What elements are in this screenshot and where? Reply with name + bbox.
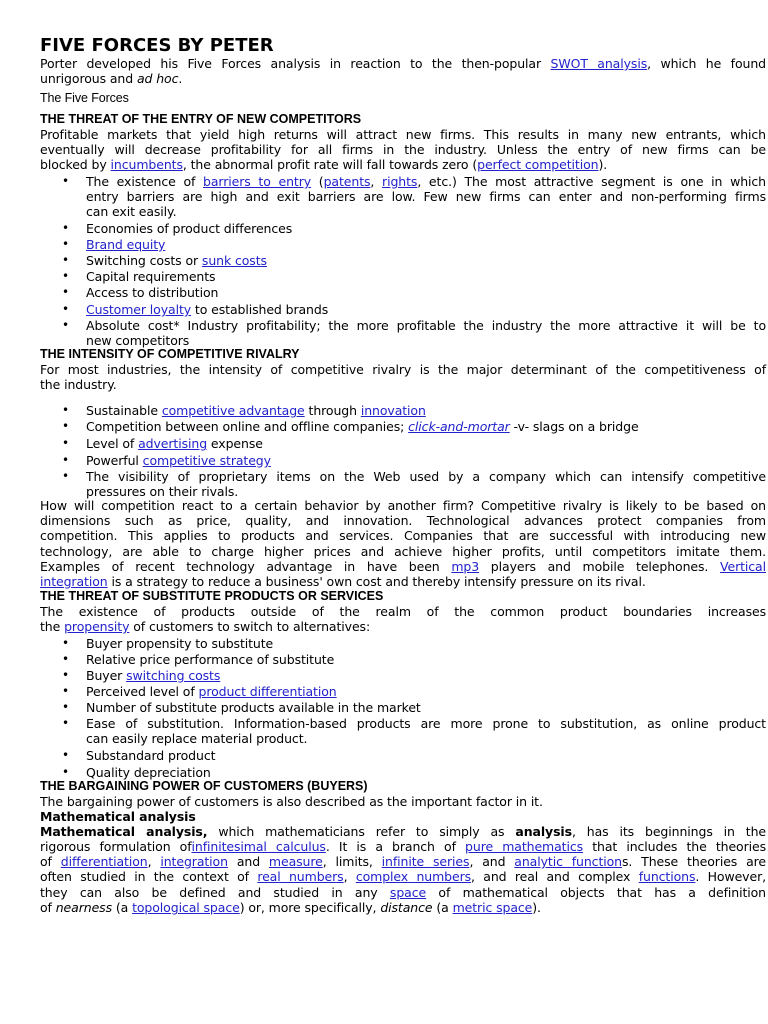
paragraph-line: The existence of products outside of the realm of the common product boundaries increases (40, 604, 766, 619)
bullet-glyph: • (62, 748, 70, 762)
text: , limits, (322, 854, 382, 869)
pure-mathematics-link[interactable]: pure mathematics (465, 839, 584, 854)
bullet-item (86, 436, 263, 451)
text: (a (432, 900, 453, 915)
section-heading-new-competitors: THE THREAT OF THE ENTRY OF NEW COMPETITORS (40, 112, 362, 126)
bullet-glyph: • (62, 318, 70, 332)
brand-equity-link[interactable]: Brand equity (86, 237, 166, 252)
text: that includes the theories (583, 839, 767, 854)
text: , and real and complex (471, 869, 639, 884)
section-heading-buyers: THE BARGAINING POWER OF CUSTOMERS (BUYERS) (40, 779, 368, 793)
bullet-glyph: • (62, 436, 70, 450)
text: players and mobile telephones. (479, 559, 720, 574)
bullet-glyph: • (62, 269, 70, 283)
paragraph-line (40, 157, 607, 172)
bullet-glyph: • (62, 174, 70, 188)
bullet-item: Relative price performance of substitute (86, 652, 335, 667)
text: , the abnormal profit rate will fall towards zero ( (182, 157, 478, 172)
bullet-glyph: • (62, 668, 70, 682)
bullet-item: Number of substitute products available in the market (86, 700, 421, 715)
text: ). (532, 900, 541, 915)
intro-text: Porter developed his Five Forces analysis in reaction to the then-popular (40, 56, 551, 71)
text: through (304, 403, 361, 418)
text: Level of (86, 436, 139, 451)
paragraph-line (40, 885, 766, 900)
bullet-glyph: • (62, 636, 70, 650)
bullet-line: can exit easily. (86, 204, 177, 219)
bullet-glyph: • (62, 700, 70, 714)
vertical-integration-link-cont[interactable]: integration (40, 574, 108, 589)
barriers-to-entry-link[interactable]: barriers to entry (203, 174, 312, 189)
text: Examples of recent technology advantage in have been (40, 559, 452, 574)
text: s. These theories are (622, 854, 766, 869)
analytic-function-link[interactable]: analytic function (514, 854, 623, 869)
paragraph-line (40, 824, 766, 839)
text: Switching costs or (86, 253, 202, 268)
text: . However, (695, 869, 766, 884)
paragraph-line: The bargaining power of customers is also described as the important factor in it. (40, 794, 543, 809)
bullet-item (86, 174, 766, 189)
click-and-mortar-link[interactable]: click-and-mortar (408, 419, 510, 434)
paragraph-line (40, 854, 766, 869)
swot-analysis-link[interactable]: SWOT analysis (550, 56, 648, 71)
intro-text: , which he found (647, 56, 766, 71)
text: blocked by (40, 157, 111, 172)
text: of (40, 900, 56, 915)
advertising-link[interactable]: advertising (138, 436, 208, 451)
bold-text: Mathematical analysis, (40, 824, 208, 839)
bullet-glyph: • (62, 221, 70, 235)
bullet-item: Economies of product differences (86, 221, 293, 236)
text: , etc.) The most attractive segment is one in which (417, 174, 766, 189)
bullet-item (86, 684, 337, 699)
bullet-item (86, 237, 165, 252)
bullet-item: Capital requirements (86, 269, 216, 284)
bullet-item (86, 419, 639, 434)
space-link[interactable]: space (389, 885, 427, 900)
infinite-series-link[interactable]: infinite series (381, 854, 470, 869)
competitive-advantage-link[interactable]: competitive advantage (161, 403, 305, 418)
bullet-line: entry barriers are high and exit barriers are low. Few new firms can enter and non-performing firms (86, 189, 766, 204)
text: Buyer (86, 668, 127, 683)
bullet-glyph: • (62, 253, 70, 267)
intro-line-2 (40, 71, 182, 86)
bullet-item: Ease of substitution. Information-based products are more prone to substitution, as online product (86, 716, 766, 731)
topological-space-link[interactable]: topological space (132, 900, 240, 915)
text: they can also be defined and studied in any (40, 885, 390, 900)
section-heading-rivalry: THE INTENSITY OF COMPETITIVE RIVALRY (40, 347, 300, 361)
text: Sustainable (86, 403, 162, 418)
text: -v- slags on a bridge (509, 419, 639, 434)
text: to established brands (191, 302, 329, 317)
bullet-glyph: • (62, 302, 70, 316)
paragraph-line: eventually will decrease profitability for all firms in the industry. Unless the entry of new firms can be (40, 142, 766, 157)
paragraph-line: technology, are able to charge higher prices and achieve higher profits, until competitors imitate them. (40, 544, 766, 559)
text: of mathematical objects that has a definition (426, 885, 767, 900)
propensity-link[interactable]: propensity (64, 619, 130, 634)
bullet-glyph: • (62, 684, 70, 698)
complex-numbers-link[interactable]: complex numbers (355, 869, 472, 884)
bullet-glyph: • (62, 716, 70, 730)
bullet-item (86, 253, 267, 268)
paragraph-line: competition. This applies to products and services. Companies that are successful with introducing new (40, 528, 766, 543)
five-forces-label: The Five Forces (40, 91, 129, 105)
intro-line-1 (40, 56, 766, 71)
product-differentiation-link[interactable]: product differentiation (198, 684, 337, 699)
text: ). (598, 157, 608, 172)
text: The existence of (86, 174, 204, 189)
rights-link[interactable]: rights (382, 174, 418, 189)
text: , (370, 174, 383, 189)
bullet-line: new competitors (86, 333, 190, 348)
bullet-item: Quality depreciation (86, 765, 211, 780)
bullet-line: can easily replace material product. (86, 731, 308, 746)
differentiation-link[interactable]: differentiation (60, 854, 148, 869)
paragraph-line: How will competition react to a certain behavior by another firm? Competitive rivalry is likely to be based on (40, 498, 766, 513)
paragraph-line: dimensions such as price, quality, and innovation. Technological advances protect companies from (40, 513, 766, 528)
real-numbers-link[interactable]: real numbers (257, 869, 344, 884)
metric-space-link[interactable]: metric space (452, 900, 533, 915)
measure-link[interactable]: measure (268, 854, 323, 869)
intro-text: . (178, 71, 183, 86)
text: often studied in the context of (40, 869, 258, 884)
bullet-item: Substandard product (86, 748, 216, 763)
mp3-link[interactable]: mp3 (451, 559, 480, 574)
switching-costs-link[interactable]: switching costs (126, 668, 221, 683)
vertical-integration-link[interactable]: Vertical (720, 559, 766, 574)
bullet-glyph: • (62, 419, 70, 433)
text: , (343, 869, 356, 884)
paragraph-line: For most industries, the intensity of competitive rivalry is the major determinant of the competitiveness of (40, 362, 766, 377)
intro-emphasis: ad hoc (136, 71, 179, 86)
bullet-glyph: • (62, 453, 70, 467)
paragraph-line: the industry. (40, 377, 117, 392)
bullet-glyph: • (62, 765, 70, 779)
bold-text: analysis (515, 824, 572, 839)
text: Perceived level of (86, 684, 199, 699)
text: Competition between online and offline companies; (86, 419, 409, 434)
document-title: FIVE FORCES BY PETER (40, 35, 274, 56)
emphasis-text: distance (380, 900, 433, 915)
functions-link[interactable]: functions (638, 869, 696, 884)
competitive-strategy-link[interactable]: competitive strategy (142, 453, 271, 468)
text: , (147, 854, 161, 869)
subheading-mathematical-analysis: Mathematical analysis (40, 809, 196, 824)
incumbents-link[interactable]: incumbents (110, 157, 183, 172)
bullet-item (86, 668, 220, 683)
paragraph-line (40, 839, 766, 854)
integration-link[interactable]: integration (160, 854, 228, 869)
infinitesimal-calculus-link[interactable]: infinitesimal calculus (191, 839, 326, 854)
text: expense (207, 436, 263, 451)
paragraph-line (40, 574, 646, 589)
paragraph-line: Profitable markets that yield high returns will attract new firms. This results in many new entrants, which (40, 127, 766, 142)
text: ( (311, 174, 324, 189)
bullet-glyph: • (62, 237, 70, 251)
bullet-item (86, 403, 426, 418)
section-heading-substitutes: THE THREAT OF SUBSTITUTE PRODUCTS OR SERVICES (40, 589, 384, 603)
text: Powerful (86, 453, 143, 468)
text: rigorous formulation of (40, 839, 192, 854)
patents-link[interactable]: patents (323, 174, 371, 189)
bullet-item: Access to distribution (86, 285, 219, 300)
text: of (40, 854, 61, 869)
paragraph-line (40, 869, 766, 884)
text: of customers to switch to alternatives: (129, 619, 371, 634)
bullet-item (86, 453, 271, 468)
bullet-item: Absolute cost* Industry profitability; the more profitable the industry the more attractive it will be to (86, 318, 766, 333)
perfect-competition-link[interactable]: perfect competition (477, 157, 599, 172)
text: ) or, more specifically, (239, 900, 381, 915)
intro-text: unrigorous and (40, 71, 137, 86)
text: , has its beginnings in the (571, 824, 766, 839)
paragraph-line (40, 900, 541, 915)
text: which mathematicians refer to simply as (207, 824, 516, 839)
bullet-item (86, 302, 328, 317)
bullet-glyph: • (62, 469, 70, 483)
text: and (227, 854, 269, 869)
text: (a (111, 900, 133, 915)
bullet-item: The visibility of proprietary items on the Web used by a company which can intensify competitive (86, 469, 766, 484)
text: , and (469, 854, 515, 869)
bullet-glyph: • (62, 403, 70, 417)
customer-loyalty-link[interactable]: Customer loyalty (86, 302, 192, 317)
innovation-link[interactable]: innovation (360, 403, 426, 418)
bullet-glyph: • (62, 285, 70, 299)
paragraph-line (40, 559, 766, 574)
text: . It is a branch of (325, 839, 466, 854)
bullet-item: Buyer propensity to substitute (86, 636, 274, 651)
bullet-line: pressures on their rivals. (86, 484, 239, 499)
text: is a strategy to reduce a business' own cost and thereby intensify pressure on its rival. (107, 574, 646, 589)
paragraph-line (40, 619, 370, 634)
sunk-costs-link[interactable]: sunk costs (201, 253, 267, 268)
bullet-glyph: • (62, 652, 70, 666)
emphasis-text: nearness (55, 900, 112, 915)
text: the (40, 619, 65, 634)
